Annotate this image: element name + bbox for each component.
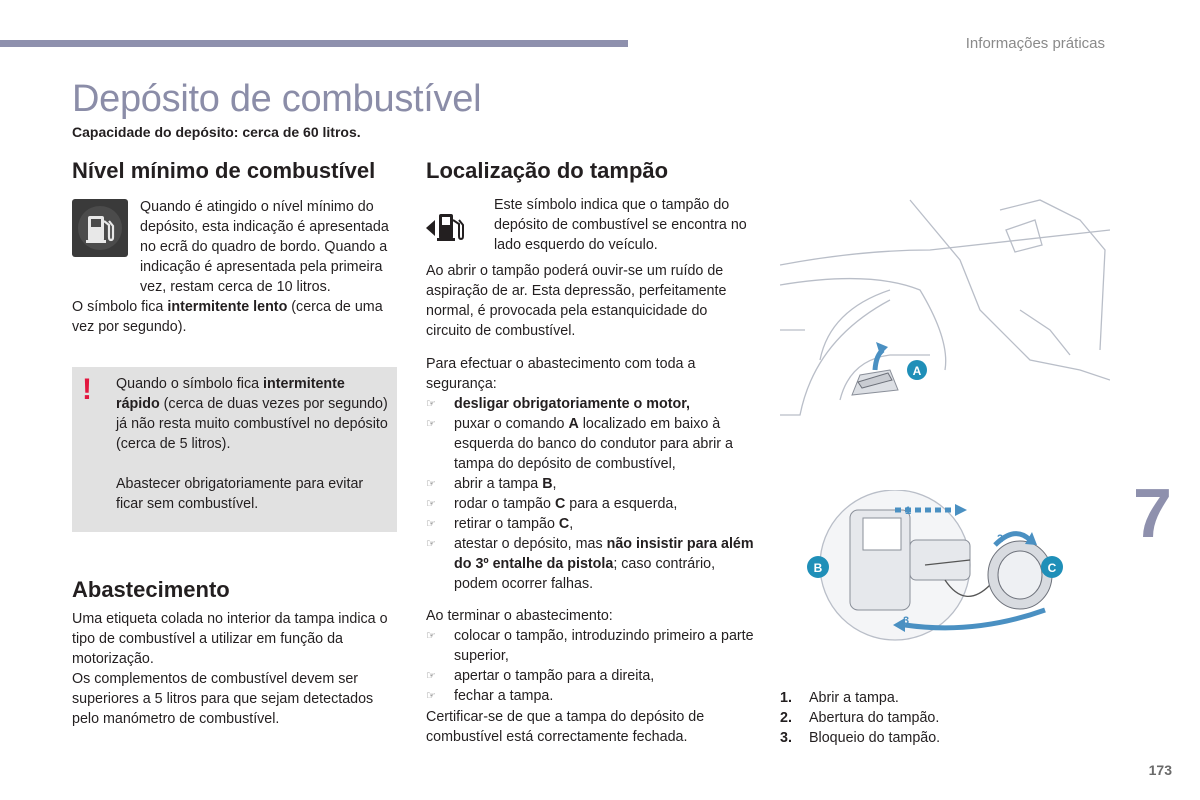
refuel-steps <box>426 394 756 594</box>
refuel-text-2: Os complementos de combustível devem ser superiores a 5 litros para que sejam detectados pelo manómetro de combustível. <box>72 671 374 727</box>
finish-step-item: ☞ fechar a tampa. <box>426 686 756 706</box>
finish-step-item: ☞ colocar o tampão, introduzindo primeiro a parte superior, <box>426 626 756 666</box>
fuel-side-icon <box>426 207 468 252</box>
step-item: ☞ retirar o tampão C, <box>426 514 756 534</box>
caption-item: 3. Bloqueio do tampão. <box>780 730 941 746</box>
section-label: Informações práticas <box>965 35 1105 52</box>
symbol-text: Este símbolo indica que o tampão do depósito de combustível se encontra no lado esquerdo do veículo. <box>494 197 747 253</box>
caption-item: 2. Abertura do tampão. <box>780 710 940 726</box>
finish-steps <box>426 626 756 706</box>
diagram-captions <box>780 688 940 748</box>
lever-diagram <box>780 190 1110 425</box>
location-heading: Localização do tampão <box>426 158 669 183</box>
caption-item: 1. Abrir a tampa. <box>780 690 899 706</box>
slow-blink-text: O símbolo fica intermitente lento (cerca de uma vez por segundo). <box>72 299 383 335</box>
open-text: Ao abrir o tampão poderá ouvir-se um ruído de aspiração de ar. Esta depressão, perfeitamente normal, é provocada pela estanquicidade do circuito de combustível. <box>426 263 727 339</box>
refuel-text-1: Uma etiqueta colada no interior da tampa indica o tipo de combustível a utilizar em função da motorização. <box>72 611 388 667</box>
min-level-heading: Nível mínimo de combustível <box>72 158 376 183</box>
chapter-number: 7 <box>1133 474 1172 552</box>
step-label-1: 1 <box>905 505 912 517</box>
tank-capacity: Capacidade do depósito: cerca de 60 litros. <box>72 124 361 140</box>
step-label-2: 2 <box>997 533 1004 545</box>
finish-step-item: ☞ apertar o tampão para a direita, <box>426 666 756 686</box>
page-number: 173 <box>1148 762 1172 778</box>
step-item: ☞ rodar o tampão C para a esquerda, <box>426 494 756 514</box>
final-text: Certificar-se de que a tampa do depósito de combustível está correctamente fechada. <box>426 709 705 745</box>
step-item: ☞ puxar o comando A localizado em baixo à esquerda do banco do condutor para abrir a tampa do depósito de combustível, <box>426 414 756 474</box>
step-item: ☞ atestar o depósito, mas não insistir para além do 3º entalhe da pistola; caso contrário, podem ocorrer falhas. <box>426 534 756 594</box>
label-b: B <box>813 561 823 575</box>
step-item: ☞ abrir a tampa B, <box>426 474 756 494</box>
page-title: Depósito de combustível <box>72 78 482 120</box>
min-level-text: Quando é atingido o nível mínimo do depósito, esta indicação é apresentada no ecrã do quadro de bordo. Quando a indicação é apresentada pela primeira vez, restam cerca de 10 litros. <box>140 199 389 295</box>
fuel-cap-diagram <box>805 490 1075 655</box>
refuel-heading: Abastecimento <box>72 577 230 602</box>
label-a: A <box>912 364 922 378</box>
warning-text-2: Abastecer obrigatoriamente para evitar ficar sem combustível. <box>116 476 364 512</box>
step-label-3: 3 <box>903 615 910 627</box>
step-item: ☞ desligar obrigatoriamente o motor, <box>426 394 756 414</box>
finish-intro: Ao terminar o abastecimento: <box>426 608 613 624</box>
warning-text: Quando o símbolo fica intermitente rápido (cerca de duas vezes por segundo) já não resta muito combustível no depósito (cerca de 5 litros). <box>116 376 388 452</box>
fuel-warning-icon <box>72 199 128 257</box>
label-c: C <box>1047 561 1057 575</box>
safety-intro: Para efectuar o abastecimento com toda a segurança: <box>426 356 696 392</box>
warning-icon: ! <box>82 373 92 406</box>
header-bar <box>0 40 628 47</box>
